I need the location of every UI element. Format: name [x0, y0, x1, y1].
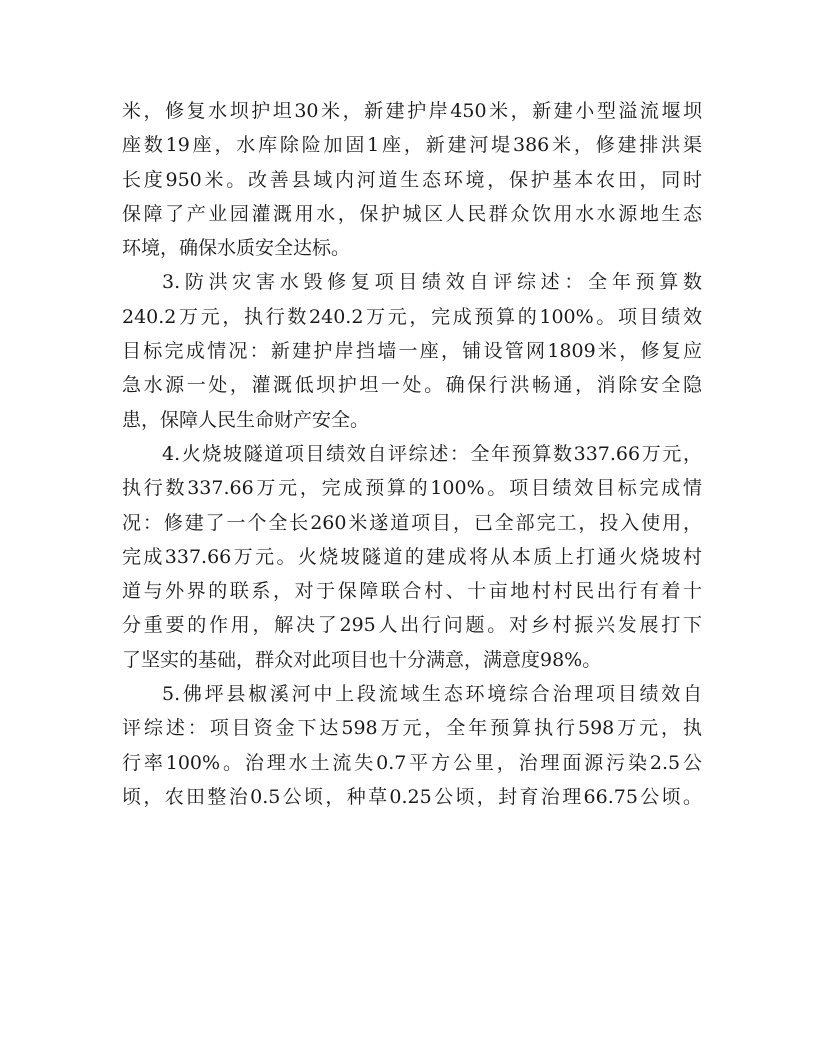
text-line: 长度950米。改善县域内河道生态环境，保护基本农田，同时	[122, 168, 702, 191]
text-line: 患，保障人民生命财产安全。	[122, 408, 370, 431]
paragraph-flood-repair	[122, 265, 702, 436]
text-line: 了坚实的基础，群众对此项目也十分满意，满意度98%。	[122, 648, 602, 671]
text-line: 评综述：项目资金下达598万元，全年预算执行598万元，执	[122, 717, 702, 740]
document-page	[122, 94, 702, 814]
text-line: 目标完成情况：新建护岸挡墙一座，铺设管网1809米，修复应	[122, 340, 702, 363]
text-line: 况：修建了一个全长260米遂道项目，已全部完工，投入使用，	[122, 511, 702, 534]
text-line: 3.防洪灾害水毁修复项目绩效自评综述：全年预算数	[162, 271, 702, 294]
text-line: 4.火烧坡隧道项目绩效自评综述：全年预算数337.66万元，	[162, 442, 702, 465]
text-line: 顷，农田整治0.5公顷，种草0.25公顷，封育治理66.75公顷。	[122, 785, 702, 808]
text-line: 环境，确保水质安全达标。	[122, 237, 351, 260]
text-line: 240.2万元，执行数240.2万元，完成预算的100%。项目绩效	[122, 305, 702, 328]
text-line: 执行数337.66万元，完成预算的100%。项目绩效目标完成情	[122, 477, 702, 500]
text-line: 道与外界的联系，对于保障联合村、十亩地村村民出行有着十	[122, 580, 702, 603]
text-line: 5.佛坪县椒溪河中上段流域生态环境综合治理项目绩效自	[162, 683, 702, 706]
paragraph-river-ecology	[122, 677, 702, 814]
text-line: 座数19座，水库除险加固1座，新建河堤386米，修建排洪渠	[122, 134, 702, 157]
text-line: 行率100%。治理水土流失0.7平方公里，治理面源污染2.5公	[122, 751, 702, 774]
text-line: 完成337.66万元。火烧坡隧道的建成将从本质上打通火烧坡村	[122, 545, 702, 568]
text-line: 米，修复水坝护坦30米，新建护岸450米，新建小型溢流堰坝	[122, 100, 702, 122]
paragraph-tunnel-project	[122, 437, 702, 677]
text-line: 分重要的作用，解决了295人出行问题。对乡村振兴发展打下	[122, 614, 702, 637]
paragraph-water-projects	[122, 94, 702, 265]
text-line: 保障了产业园灌溉用水，保护城区人民群众饮用水水源地生态	[122, 202, 702, 225]
text-line: 急水源一处，灌溉低坝护坦一处。确保行洪畅通，消除安全隐	[122, 374, 702, 397]
